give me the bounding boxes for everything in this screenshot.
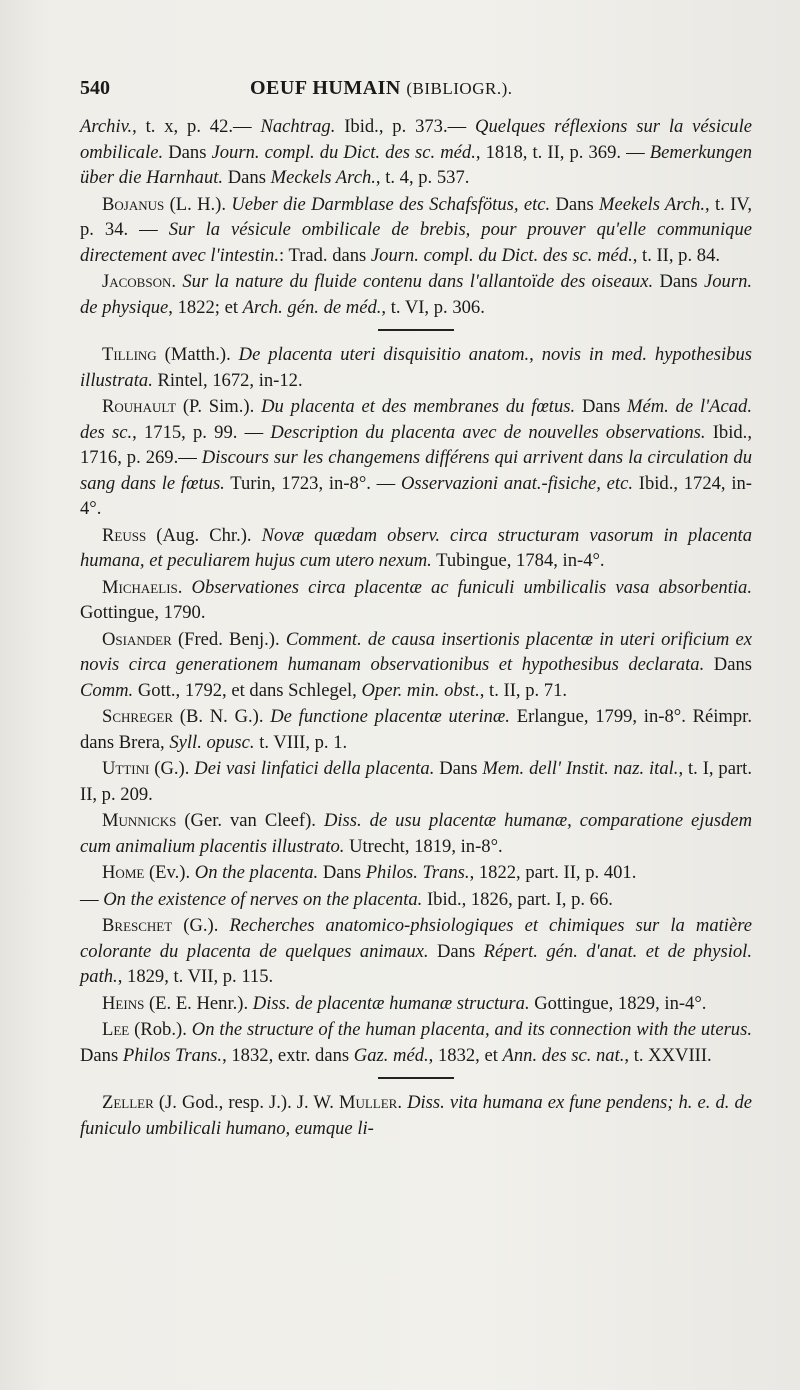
entry-title-text: Nachtrag. [260, 116, 336, 137]
entry-title-text: Diss. de usu placentæ humanæ, comparatione ejusdem cum animalium placentis illustrato. [80, 810, 752, 857]
entry-text: Muller [338, 1092, 398, 1113]
entry-title-text: Philos. Trans. [365, 862, 470, 883]
entry-text: Dans [223, 167, 271, 188]
entry-text: Dans [318, 862, 366, 883]
entry-title-text: Mem. dell' Instit. naz. ital. [482, 758, 679, 779]
entry-text: , t. 4, p. 537. [375, 167, 470, 188]
bibliography-entry [80, 1017, 752, 1068]
bibliography-entry [80, 913, 752, 990]
bibliography-entry [80, 114, 752, 191]
entry-text: Dans [550, 193, 600, 215]
entry-author: Schreger [102, 706, 174, 727]
entry-title-text: Syll. opusc. [169, 731, 255, 753]
bibliography-section-3 [80, 1090, 752, 1141]
entry-title-text: Ann. des sc. nat. [502, 1044, 625, 1066]
entry-text: Ibid., p. 373.— [335, 116, 476, 137]
entry-author: Breschet [102, 915, 173, 936]
entry-title-text: Recherches anatomico-phsiologiques et chimiques sur la matière colorante du placenta de quelques animaux. [80, 915, 752, 962]
entry-title-text: Discours sur les changemens différens qui arrivent dans la circulation du sang dans le fœtus. [80, 447, 752, 494]
entry-title-text: Meckels Arch. [270, 167, 376, 188]
entry-author: Heins [102, 992, 145, 1014]
entry-text: (Rob.). [129, 1019, 192, 1040]
entry-author: Uttini [102, 758, 150, 779]
entry-title-text: Sur la vésicule ombilicale de brebis, pour prouver qu'elle communique directement avec l'intestin. [80, 219, 752, 266]
running-header [80, 76, 752, 106]
entry-title-text: Bemerkungen über die Harnhaut. [80, 141, 753, 188]
entry-text: Gottingue, 1790. [80, 602, 206, 623]
entry-text: t. VIII, p. 1. [254, 731, 348, 753]
entry-title-text: Dei vasi linfatici della placenta. [194, 758, 435, 779]
bibliography-entry [80, 991, 752, 1017]
entry-title-text: Comm. [80, 679, 134, 701]
entry-text: (L. H.). [164, 193, 232, 215]
entry-author: Bojanus [102, 193, 165, 215]
entry-text: (Aug. Chr.). [146, 524, 262, 546]
entry-title-text: On the structure of the human placenta, and its connection with the uterus. [191, 1019, 752, 1040]
entry-title-text: Oper. min. obst. [361, 679, 480, 701]
entry-text: Dans [428, 940, 484, 962]
entry-text: Rintel, 1672, in-12. [152, 369, 303, 391]
entry-text: , 1832, extr. dans [222, 1044, 354, 1066]
entry-text: Gottingue, 1829, in-4°. [529, 992, 707, 1014]
entry-author: Tilling [102, 344, 157, 365]
entry-title-text: Journ. de physique [80, 271, 753, 318]
bibliography-entry [80, 808, 752, 859]
entry-title-text: Journ. compl. du Dict. des sc. méd. [211, 141, 476, 163]
entry-text: , 1829, t. VII, p. 115. [117, 966, 274, 987]
entry-title-text: De placenta uteri disquisitio anatom., novis in med. hypothesibus illustrata. [80, 344, 752, 391]
entry-title-text: Gaz. méd. [353, 1044, 429, 1066]
bibliography-section-1 [80, 114, 752, 320]
entry-text: — [80, 888, 104, 910]
entry-text: (Matth.). [156, 344, 239, 365]
entry-text: Turin, 1723, in-8°. — [224, 472, 401, 494]
running-title [250, 76, 512, 102]
entry-author: Jacobson [102, 271, 172, 292]
bibliography-entry [80, 394, 752, 522]
entry-title-text: Ueber die Darmblase des Schafsfötus, etc. [231, 193, 551, 215]
entry-author: Michaelis [102, 576, 178, 598]
entry-title-text: On the existence of nerves on the placenta. [103, 888, 423, 910]
entry-text: : Trad. dans [278, 244, 371, 266]
entry-title-text: De functione placentæ uterinæ. [270, 706, 510, 727]
entry-author: Osiander [102, 628, 172, 650]
entry-text: (E. E. Henr.). [144, 992, 253, 1014]
entry-text: Dans [653, 271, 704, 292]
entry-text: , t. IV, p. 34. — [80, 193, 752, 240]
entry-author: Zeller [102, 1092, 154, 1113]
entry-text: Dans [80, 1044, 123, 1066]
entry-text: , t. II, p. 71. [479, 679, 568, 701]
entry-title-text: Diss. vita humana ex fune pendens; h. e. d. de funiculo umbilicali humano, eumque li- [80, 1092, 753, 1139]
entry-title-text: Osservazioni anat.-fisiche, etc. [401, 472, 633, 494]
entry-text: . [177, 576, 192, 598]
entry-text: Ibid., 1724, in-4°. [80, 472, 752, 519]
entry-title-text: Archiv. [80, 116, 133, 137]
entry-text: Ibid., 1716, p. 269.— [80, 421, 752, 468]
entry-text: Gott., 1792, et dans Schlegel, [133, 679, 362, 701]
running-title-main: OEUF HUMAIN [250, 77, 401, 99]
bibliography-entry [80, 756, 752, 807]
entry-text: (P. Sim.). [176, 396, 262, 417]
bibliography-entry [80, 627, 752, 704]
entry-text: Erlangue, 1799, in-8°. Réimpr. dans Brera, [80, 706, 752, 753]
entry-text: Tubingue, 1784, in-4°. [431, 550, 605, 571]
bibliography-entry [80, 192, 752, 269]
entry-title-text: Du placenta et des membranes du fœtus. [261, 396, 576, 417]
entry-text: , t. x, p. 42.— [132, 116, 261, 137]
entry-title-text: On the placenta. [194, 862, 319, 883]
entry-text: (Ev.). [144, 862, 195, 883]
entry-title-text: Observationes circa placentæ ac funiculi umbilicalis vasa absorbentia. [191, 576, 753, 598]
entry-text: (G.). [172, 915, 230, 936]
entry-title-text: Arch. gén. de méd. [242, 296, 382, 318]
entry-text: , 1822, part. II, p. 401. [469, 862, 637, 883]
entry-title-text: Comment. de causa insertionis placentæ in uteri orificium ex novis circa generationem humanam observationibus et hypothesibus declarata. [80, 628, 752, 675]
bibliography-entry [80, 342, 752, 393]
entry-title-text: Répert. gén. d'anat. et de physiol. path. [80, 940, 752, 987]
entry-text: , t. VI, p. 306. [381, 296, 485, 318]
page-content [80, 76, 752, 1142]
entry-title-text: Novæ quædam observ. circa structuram vasorum in placenta humana, et peculiarem hujus cum utero nexum. [80, 524, 752, 571]
bibliography-entry [80, 269, 752, 320]
entry-text: . [171, 271, 183, 292]
entry-author: Home [102, 862, 145, 883]
entry-title-text: Philos Trans. [122, 1044, 223, 1066]
entry-author: Reuss [102, 524, 147, 546]
page-number: 540 [80, 77, 110, 99]
entry-author: Rouhault [102, 396, 177, 417]
entry-text: , 1822; et [168, 296, 243, 318]
bibliography-entry [80, 887, 752, 913]
entry-text: Utrecht, 1819, in-8°. [344, 835, 503, 857]
entry-text: (B. N. G.). [173, 706, 271, 727]
entry-text: Ibid., 1826, part. I, p. 66. [422, 888, 613, 910]
entry-title-text: Meekels Arch. [599, 193, 706, 215]
entry-text: (J. God., resp. J.). J. W. [153, 1092, 339, 1113]
entry-text: , t. I, part. II, p. 209. [80, 758, 752, 805]
bibliography-entry [80, 1090, 752, 1141]
bibliography-entry [80, 704, 752, 755]
entry-text: , t. XXVIII. [624, 1044, 712, 1066]
entry-text: , 1818, t. II, p. 369. — [475, 141, 650, 163]
bibliography-entry [80, 575, 752, 626]
running-title-paren: (BIBLIOGR.). [406, 79, 513, 98]
entry-text: (G.). [149, 758, 195, 779]
entry-text: (Fred. Benj.). [171, 628, 286, 650]
entry-title-text: Journ. compl. du Dict. des sc. méd. [370, 244, 633, 266]
bibliography-section-2 [80, 342, 752, 1068]
bibliography-entry [80, 860, 752, 886]
entry-title-text: Sur la nature du fluide contenu dans l'allantoïde des oiseaux. [182, 271, 654, 292]
entry-text: Dans [704, 654, 752, 675]
entry-text: Dans [575, 396, 627, 417]
section-separator-2 [378, 1077, 454, 1079]
entry-text: Dans [163, 141, 212, 163]
entry-author: Lee [102, 1019, 130, 1040]
entry-text: , 1715, p. 99. — [132, 421, 271, 443]
entry-text: , t. II, p. 84. [632, 244, 721, 266]
section-separator-1 [378, 329, 454, 331]
entry-title-text: Quelques réflexions sur la vésicule ombilicale. [80, 116, 753, 163]
entry-text: (Ger. van Cleef). [176, 810, 324, 831]
entry-text: . [397, 1092, 408, 1113]
entry-title-text: Mém. de l'Acad. des sc. [80, 396, 752, 443]
bibliography-entry [80, 523, 752, 574]
entry-text: Dans [434, 758, 483, 779]
entry-text: , 1832, et [428, 1044, 503, 1066]
entry-title-text: Description du placenta avec de nouvelles observations. [270, 421, 706, 443]
entry-author: Munnicks [102, 810, 177, 831]
entry-title-text: Diss. de placentæ humanæ structura. [252, 992, 530, 1014]
